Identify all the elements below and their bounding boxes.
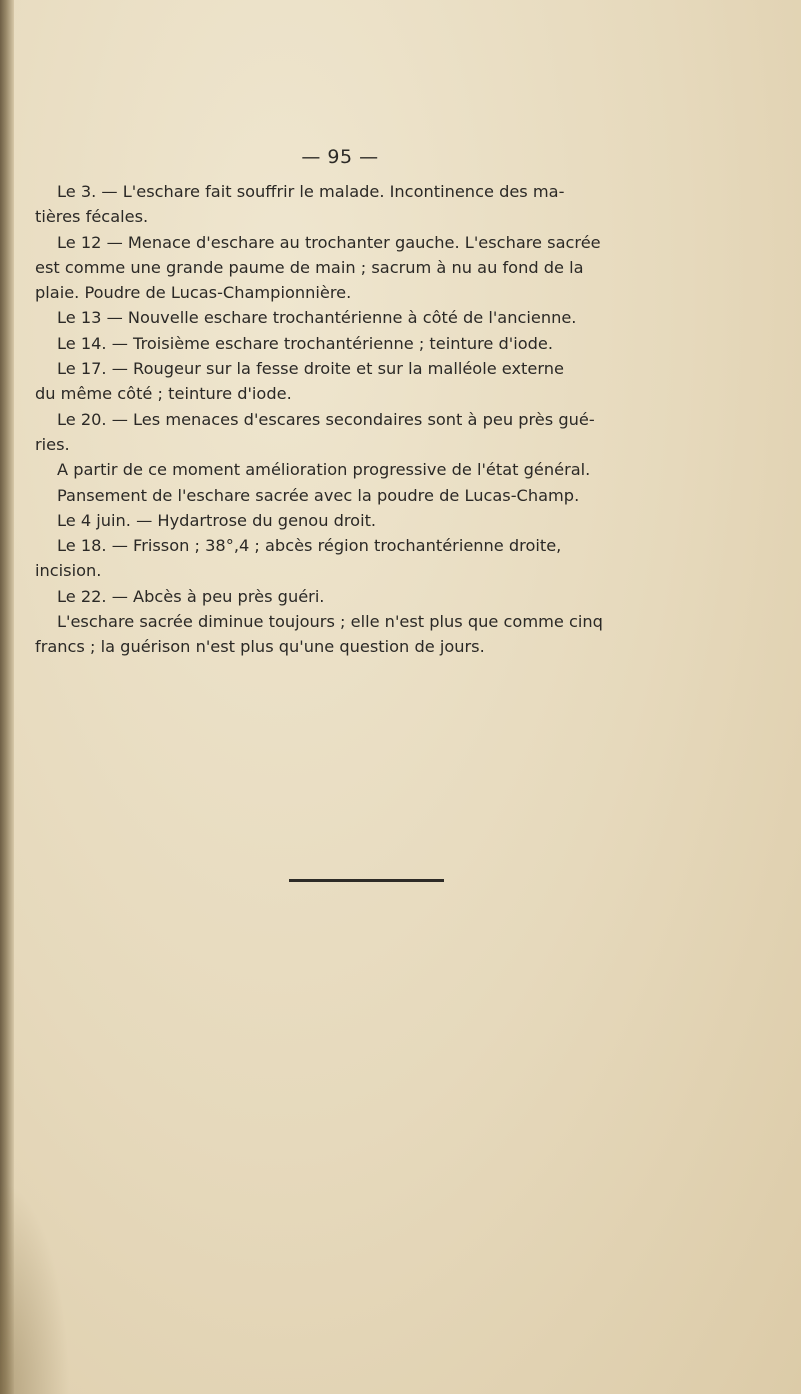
paper-stain: [0, 1180, 70, 1394]
text-line: francs ; la guérison n'est plus qu'une question de jours.: [35, 637, 485, 657]
text-line: Le 18. — Frisson ; 38°,4 ; abcès région trochantérienne droite,: [57, 536, 562, 556]
text-line: L'eschare sacrée diminue toujours ; elle n'est plus que comme cinq: [57, 612, 603, 632]
text-line: Le 3. — L'eschare fait souffrir le malade. Incontinence des ma-: [57, 182, 565, 201]
page-number: — 95 —: [301, 146, 379, 168]
text-line: Pansement de l'eschare sacrée avec la poudre de Lucas-Champ.: [57, 485, 580, 505]
text-line: Le 20. — Les menaces d'escares secondaires sont à peu près gué-: [57, 409, 595, 429]
text-line: Le 17. — Rougeur sur la fesse droite et sur la malléole externe: [57, 359, 564, 379]
body-text: [35, 179, 672, 660]
text-line: plaie. Poudre de Lucas-Championnière.: [35, 283, 352, 303]
text-line: Le 14. — Troisième eschare trochantérienne ; teinture d'iode.: [57, 333, 554, 353]
text-line: incision.: [35, 561, 102, 581]
text-line: Le 12 — Menace d'eschare au trochanter gauche. L'eschare sacrée: [57, 232, 601, 252]
text-line: A partir de ce moment amélioration progressive de l'état général.: [57, 460, 591, 480]
text-line: ries.: [35, 434, 70, 454]
text-line: du même côté ; teinture d'iode.: [35, 384, 292, 404]
text-line: est comme une grande paume de main ; sacrum à nu au fond de la: [35, 257, 584, 277]
text-line: Le 13 — Nouvelle eschare trochantérienne à côté de l'ancienne.: [57, 308, 577, 328]
text-line: Le 4 juin. — Hydartrose du genou droit.: [57, 510, 377, 530]
text-line: tières fécales.: [35, 207, 149, 227]
section-divider-rule: [289, 879, 444, 882]
text-line: Le 22. — Abcès à peu près guéri.: [57, 586, 325, 606]
